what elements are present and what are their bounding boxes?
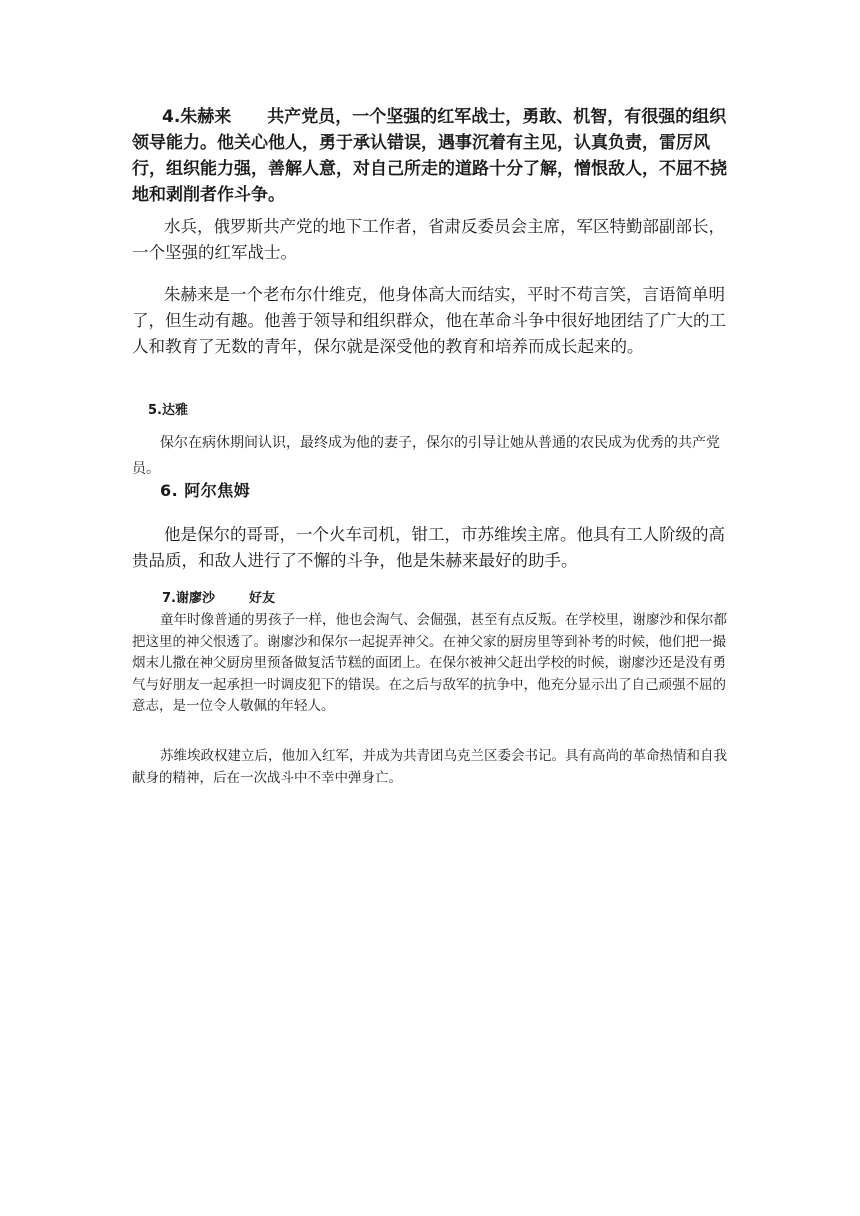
section-6-paragraph: 他是保尔的哥哥，一个火车司机，钳工，市苏维埃主席。他具有工人阶级的高贵品质，和敌人进行了不懈的斗争，他是朱赫来最好的助手。: [132, 525, 725, 570]
section-5-paragraph: 保尔在病休期间认识，最终成为他的妻子，保尔的引导让她从普通的农民成为优秀的共产党员。: [132, 435, 720, 477]
section-4-summary: 共产党员，一个坚强的红军战士，勇敢、机智，有很强的组织领导能力。他关心他人，勇于承认错误，遇事沉着有主见，认真负责，雷厉风行，组织能力强，善解人意，对自己所走的道路十分了解，憎恨敌人，不屈不挠地和剥削者作斗争。: [132, 107, 727, 205]
section-4-paragraph-2: 朱赫来是一个老布尔什维克，他身体高大而结实，平时不苟言笑，言语简单明了，但生动有趣。他善于领导和组织群众，他在革命斗争中很好地团结了广大的工人和教育了无数的青年，保尔就是深受他的教育和培养而成长起来的。: [132, 285, 726, 356]
section-7-paragraph-1: 童年时像普通的男孩子一样，他也会淘气、会倔强，甚至有点反叛。在学校里，谢廖沙和保尔都把这里的神父恨透了。谢廖沙和保尔一起捉弄神父。在神父家的厨房里等到补考的时候，他们把一撮烟末儿撒在神父厨房里预备做复活节糕的面团上。在保尔被神父赶出学校的时候，谢廖沙还是没有勇气与好朋友一起承担一时调皮犯下的错误。在之后与敌军的抗争中，他充分显示出了自己顽强不屈的意志，是一位令人敬佩的年轻人。: [132, 612, 727, 714]
section-7-heading: 7.谢廖沙: [162, 591, 215, 606]
section-5-heading: 5.达雅: [148, 403, 188, 418]
section-6-heading: 6. 阿尔焦姆: [160, 481, 251, 500]
section-4-paragraph-1: 水兵，俄罗斯共产党的地下工作者，省肃反委员会主席，军区特勤部副部长，一个坚强的红军战士。: [132, 217, 725, 262]
section-7-subheading: 好友: [248, 591, 275, 606]
section-4-heading: 4.朱赫来: [162, 107, 232, 127]
section-7-heading-line: [162, 590, 275, 608]
section-7-paragraph-2: 苏维埃政权建立后，他加入红军，并成为共青团乌克兰区委会书记。具有高尚的革命热情和自我献身的精神，后在一次战斗中不幸中弹身亡。: [132, 748, 727, 786]
section-4-intro: [132, 104, 728, 208]
